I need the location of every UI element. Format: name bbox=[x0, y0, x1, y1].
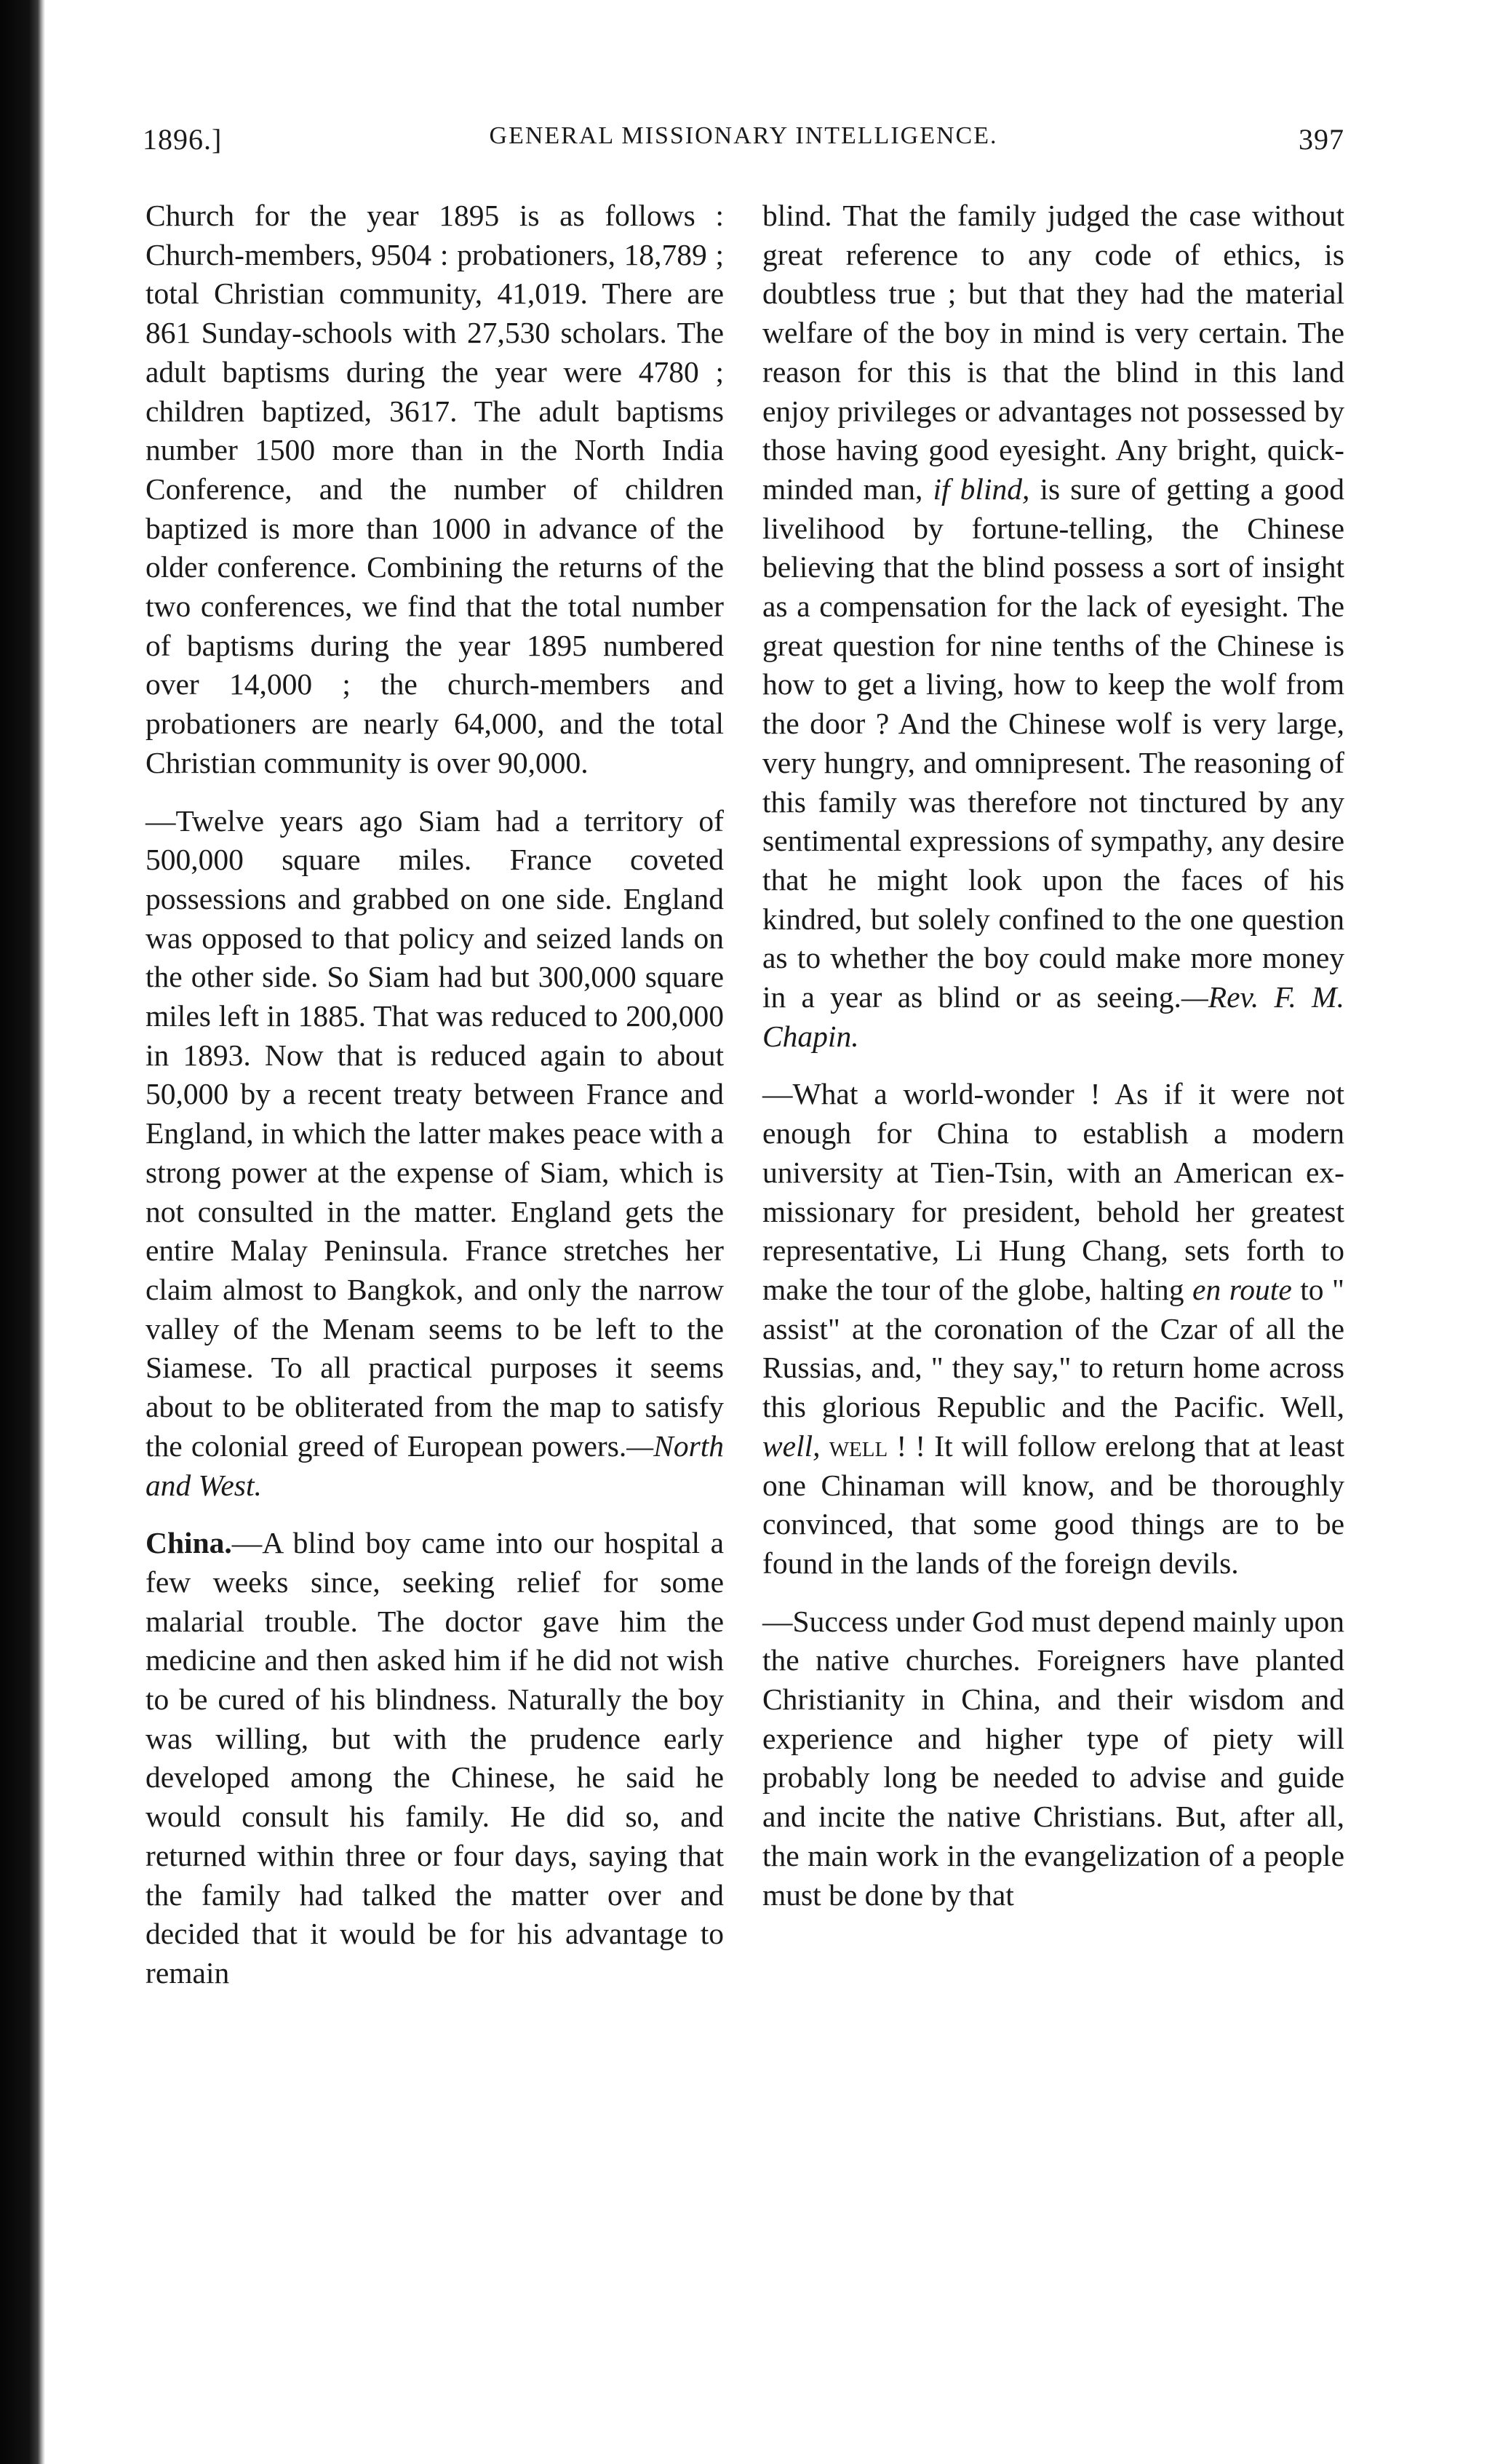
header-title: GENERAL MISSIONARY INTELLIGENCE. bbox=[489, 122, 998, 149]
paragraph-li-hung-chang bbox=[762, 1075, 1344, 1583]
source-north-and-west: —North and West. bbox=[145, 1428, 724, 1502]
paragraph-blind-continuation bbox=[762, 196, 1344, 1056]
paragraph-native-churches: —Success under God must depend mainly upon the native churches. Foreigners have planted Christianity in China, and their wisdom and experience and higher type of piety will probably long be needed to advise and guide and incite the native Christians. But, after all, the main work in the evangelization of a people must be done by that bbox=[762, 1604, 1344, 1912]
page-number: 397 bbox=[1299, 123, 1344, 156]
smallcaps-well: well bbox=[829, 1428, 888, 1463]
paragraph-india-statistics: Church for the year 1895 is as follows : Church-members, 9504 : probationers, 18,789 ; total Christian community, 41,019. There are 861 Sunday-schools with 27,530 scholars. The adult baptisms during the year were 4780 ; children baptized, 3617. The adult baptisms number 1500 more than in the North India Conference, and the number of children baptized is more than 1000 in advance of the older conference. Combining the returns of the two conferences, we find that the total number of baptisms during the year 1895 numbered over 14,000 ; the church-members and probationers are nearly 64,000, and the total Christian community is over 90,000. bbox=[145, 199, 724, 779]
text-run: is sure of getting a good livelihood by fortune-telling, the Chinese believing that the blind possess a sort of insight as a compensation for the lack of eyesight. The great question for nine tenths of the Chinese is how to get a living, how to keep the wolf from the door ? And the Chinese wolf is very large, very hungry, and omnipresent. The reasoning of this family was therefore not tinctured by any sentimental expressions of sympathy, any desire that he might look upon the faces of his kindred, but solely confined to the one question as to whether the boy could make more money in a year as blind or as seeing. bbox=[762, 472, 1345, 1014]
source-chapin: —Rev. F. M. Chapin. bbox=[762, 980, 1344, 1053]
text-run: ! ! It will follow erelong that at least one Chinaman will know, and be thoroughly convinced, that some good things are to be found in the lands of the foreign devils. bbox=[762, 1428, 1344, 1580]
paragraph-china-blind-boy bbox=[145, 1524, 724, 1992]
running-header bbox=[143, 122, 1344, 166]
header-year: 1896.] bbox=[143, 123, 223, 156]
paragraph-china-blind-boy-text: —A blind boy came into our hospital a few weeks since, seeking relief for some malarial trouble. The doctor gave him the medicine and then asked him if he did not wish to be cured of his blindness. Naturally the boy was willing, but with the prudence early developed among the Chinese, he said he would consult his family. He did so, and returned within three or four days, saying that the family had talked the matter over and decided that it would be for his advantage to remain bbox=[145, 1526, 724, 1990]
text-run: blind. That the family judged the case without great reference to any code of ethics, is doubtless true ; but that they had the material welfare of the boy in mind is very certain. The reason for this is that the blind in this land enjoy privileges or advantages not possessed by those having good eyesight. Any bright, quick-minded man, bbox=[762, 199, 1344, 506]
text-run: to " assist" at the coronation of the Czar of all the Russias, and, " they say," to return home across this glorious Republic and the Pacific. Well, bbox=[762, 1272, 1344, 1424]
right-column bbox=[762, 196, 1344, 2416]
paragraph-siam-text: —Twelve years ago Siam had a territory of 500,000 square miles. France coveted possessions and grabbed on one side. England was opposed to that policy and seized lands on the other side. So Siam had but 300,000 square miles left in 1885. That was reduced to 200,000 in 1893. Now that is reduced again to about 50,000 by a recent treaty between France and England, in which the latter makes peace with a strong power at the expense of Siam, which is not consulted in the matter. England gets the entire Malay Peninsula. France stretches her claim almost to Bangkok, and only the narrow valley of the Menam seems to be left to the Siamese. To all practical purposes it seems about to be obliterated from the map to satisfy the colonial greed of European powers. bbox=[145, 803, 724, 1463]
left-column bbox=[145, 196, 724, 2416]
italic-en-route: en route bbox=[1192, 1272, 1292, 1306]
text-run: —What a world-wonder ! As if it were not enough for China to establish a modern university at Tien-Tsin, with an American ex-missionary for president, behold her greatest representative, Li Hung Chang, sets forth to make the tour of the globe, halting bbox=[762, 1077, 1344, 1306]
paragraph-siam bbox=[145, 802, 724, 1506]
section-lead-china: China. bbox=[145, 1526, 232, 1560]
italic-if-blind: if blind, bbox=[933, 472, 1030, 506]
italic-well: well, bbox=[762, 1428, 821, 1463]
binding-edge bbox=[0, 0, 45, 2464]
